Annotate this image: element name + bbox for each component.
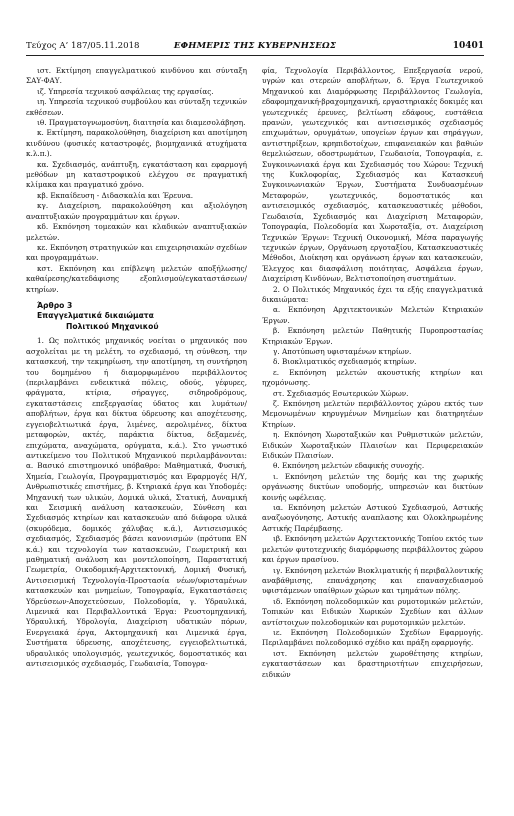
paragraph: 2. Ο Πολιτικός Μηχανικός έχει τα εξής επαγγελματικά δικαιώματα: xyxy=(262,284,483,304)
paragraph: 1. Ως πολιτικός μηχανικός νοείται ο μηχανικός που ασχολείται με τη μελέτη, το σχεδιασμό, τη σύνθεση, την κατασκευή, την τεκμηρίωση, την αποτίμηση, τη συντήρηση του δομημένου ή διαμορφωμένου περιβάλλοντος (περιλαμβάνει ενδεικτικά πόλεις, οδούς, γέφυρες, φράγματα, κτίρια, σήραγγες, σιδηροδρόμους, εγκαταστάσεις επεξεργασίας ύδατος και λυμάτων/αποβλήτων, έργα και δίκτυα ύδρευσης και αποχέτευσης, εγγειοβελτιωτικά έργα, λιμένες, αερολιμένες, δίκτυα μεταφορών, ακτές, παράκτια δίκτυα, δεξαμενές, επιχώματα, αναχώματα, ορύγματα, κ.ά.). Στο γνωστικό αντικείμενο του Πολιτικού Μηχανικού περιλαμβάνονται: α. Βασικό επιστημονικό υπόβαθρο: Μαθηματικά, Φυσική, Χημεία, Γεωλογία, Προγραμματισμός και Εφαρμογές Η/Υ, Ανθρωπιστικές επιστήμες, β. Κτηριακά έργα και Υποδομές: Μηχανική των υλικών, Δομικά υλικά, Στατική, Δυναμική και Σεισμική ανάλυση κατασκευών, Σύνθεση και Σχεδιασμός κτηρίων και κατασκευών από διάφορα υλικά (σκυρόδεμα, δομικός χάλυβας κ.ά.), Αντισεισμικός σχεδιασμός, Σχεδιασμός βάσει κανονισμών (πρότυπα ΕΝ κ.ά.) και τεχνολογία των κατασκευών, Γεωμετρική και μαθηματική ανάλυση και μοντελοποίηση, Παραστατική Γεωμετρία, Οικοδομική-Αρχιτεκτονική, Δομική Φυσική, Αντισεισμική Τεχνολογία-Προστασία νέων/υφισταμένων κατασκευών και μνημείων, Τοπογραφία, Εγκαταστάσεις Υδρεύσεων-Αποχετεύσεων, Πολεοδομία, γ. Υδραυλικά, Λιμενικά και Περιβαλλοντικά Έργα: Ρευστομηχανική, Υδραυλική, Υδρολογία, Διαχείριση υδατικών πόρων, Ενεργειακά έργα, Ακτομηχανική και Λιμενικά έργα, Συστήματα ύδρευσης, αποχέτευσης, εγγειοβελτιωτικά, υδραυλικός υπολογισμός, γεωτεχνικός, δομοστατικός και αντισεισμικός σχεδιασμός, Γεωδαισία, Τοπογρα- xyxy=(26,336,247,669)
article-heading xyxy=(26,301,247,333)
article-title: Επαγγελματικά δικαιώματα xyxy=(37,311,154,321)
header-rule xyxy=(26,55,484,56)
list-item: ιστ. Εκπόνηση μελετών χωροθέτησης κτηρίων, εγκαταστάσεων και δραστηριοτήτων επιχειρήσεων, ειδικών xyxy=(262,648,483,679)
list-item: κστ. Εκπόνηση και επίβλεψη μελετών αποξήλωσης/καθαίρεσης/κατεδάφισης εξοπλισμού/εγκαταστάσεων/κτηρίων. xyxy=(26,263,247,294)
list-item: δ. Βιοκλιματικός σχεδιασμός κτηρίων. xyxy=(273,357,417,367)
issue-number: Τεύχος Α’ 187/05.11.2018 xyxy=(26,41,140,51)
list-item: ια. Εκπόνηση μελετών Αστικού Σχεδιασμού, Αστικής αναζωογόνησης, Αστικής αναπλασης και Ολοκληρωμένης Αστικής Παρέμβασης. xyxy=(262,503,483,533)
article-number: Άρθρο 3 xyxy=(37,300,73,310)
list-item: ιθ. Πραγματογνωμοσύνη, διαιτησία και διαμεσολάβηση. xyxy=(37,118,246,128)
list-item: θ. Εκπόνηση μελετών εδαφικής συνοχής. xyxy=(273,461,425,471)
list-item: η. Εκπόνηση Χωροταξικών και Ρυθμιστικών μελετών, Ειδικών Χωροταξικών Πλαισίων και Περιφερειακών Ειδικών Πλαισίων. xyxy=(262,430,483,461)
list-item: ιγ. Εκπόνηση μελετών Βιοκλιματικής ή περιβαλλοντικής αναβάθμισης, επανάχρησης και επανασχεδιασμού υφιστάμενων υπαίθριων χώρων και τμημάτων πόλης. xyxy=(262,565,483,596)
list-item: κε. Εκπόνηση στρατηγικών και επιχειρησιακών σχεδίων και προγραμμάτων. xyxy=(26,242,247,263)
list-item: ι. Εκπόνηση μελετών της δομής και της χωρικής οργάνωσης δικτύων υποδομής, υπηρεσιών και δικτύων κοινής ωφέλειας. xyxy=(262,471,483,502)
list-item: ιζ. Υπηρεσία τεχνικού ασφάλειας της εργασίας. xyxy=(37,86,214,96)
list-item: β. Εκπόνηση μελετών Παθητικής Πυροπροστασίας Κτηριακών Έργων. xyxy=(262,326,483,346)
left-column xyxy=(26,66,247,669)
list-item: ιε. Εκπόνηση Πολεοδομικών Σχεδίων Εφαρμογής. Περιλαμβάνει πολεοδομικό σχέδιο και πράξη εφαρμογής. xyxy=(262,627,483,648)
journal-title: ΕΦΗΜΕΡΙΣ ΤΗΣ ΚΥΒΕΡΝΗΣΕΩΣ xyxy=(173,41,337,51)
list-item: κδ. Εκπόνηση τομεακών και κλαδικών αναπτυξιακών μελετών. xyxy=(26,222,247,242)
list-item: ιστ. Εκτίμηση επαγγελματικού κινδύνου και σύνταξη ΣΑΥ-ΦΑΥ. xyxy=(26,66,247,86)
list-item: κα. Σχεδιασμός, ανάπτυξη, εγκατάσταση και εφαρμογή μεθόδων μη καταστροφικού ελέγχου σε πραγματική κλίμακα και πραγματικό χρόνο. xyxy=(26,159,247,190)
list-item: α. Εκπόνηση Αρχιτεκτονικών Μελετών Κτηριακών Έργων. xyxy=(262,305,483,325)
list-item: ιβ. Εκπόνηση μελετών Αρχιτεκτονικής Τοπίου εκτός των μελετών φυτοτεχνικής διαμόρφωσης περιβάλλοντος χώρου και έργων πρασίνου. xyxy=(262,534,483,565)
list-item: κγ. Διαχείριση, παρακολούθηση και αξιολόγηση αναπτυξιακών προγραμμάτων και έργων. xyxy=(26,201,247,221)
list-item: ιδ. Εκπόνηση πολεοδομικών και ρυμοτομικών μελετών, Τοπικών και Ειδικών Χωρικών Σχεδίων και άλλων αντίστοιχων πολεοδομικών και ρυμοτομικών μελετών. xyxy=(262,596,483,627)
paragraph-continuation: φία, Τεχνολογία Περιβάλλοντος, Επεξεργασία νερού, υγρών και στερεών αποβλήτων, δ. Έργα Γεωτεχνικού Μηχανικού και Διαμόρφωσης Περιβάλλοντος Γεωλογία, εδαφομηχανική-βραχομηχανική, εργαστηριακές δοκιμές και γεωτεχνικές έρευνες, βελτίωση εδάφους, ευστάθεια πρανών, γεωτεχνικός και αντισεισμικός σχεδιασμός επιχωμάτων, ορυγμάτων, υπογείων έργων και σηράγγων, αντιστηρίξεων, κρηπιδοτοίχων, επιφανειακών και βαθιών θεμελιώσεων, οδοστρωμάτων, Γεωδαισία, Τοπογραφία, ε. Συγκοινωνιακά έργα και Σχεδιασμός του Χώρου: Τεχνική της Κυκλοφορίας, Σχεδιασμός και Κατασκευή Συγκοινωνιακών Έργων, Συστήματα Συνδυασμένων Μεταφορών, γεωτεχνικός, δομοστατικός και αντισεισμικός σχεδιασμός, κατασκευαστικές μέθοδοι, Γεωδαισία, Σχεδιασμός και Διαχείριση Μεταφορών, Τοπογραφία, Πολεοδομία και Χωροταξία, στ. Διαχείριση Τεχνικών Έργων: Τεχνική Οικονομική, Μέσα παραγωγής τεχνικών έργων, Οργάνωση εργοταξίου, Κατασκευαστικές Μέθοδοι, Διοίκηση και οργάνωση έργων και κατασκευών, Έλεγχος και διασφάλιση ποιότητας, Ασφάλεια έργων, Διαχείριση Κινδύνων, Βελτιστοποίηση συστημάτων. xyxy=(262,66,483,284)
list-item: γ. Αποτύπωση υφισταμένων κτηρίων. xyxy=(273,346,412,356)
page-number: 10401 xyxy=(452,41,484,51)
page-header xyxy=(26,40,484,52)
right-column xyxy=(262,66,483,680)
list-item: ζ. Εκπόνηση μελετών περιβάλλοντος χώρου εκτός των Μεμονωμένων κηρυγμένων Μνημείων και διατηρητέων Κτηρίων. xyxy=(262,399,483,429)
list-item: ε. Εκπόνηση μελετών ακουστικής κτηρίων και ηχομόνωσης. xyxy=(262,367,483,388)
list-item: κβ. Εκπαίδευση - Διδασκαλία και Έρευνα. xyxy=(37,190,194,200)
list-item: ιη. Υπηρεσία τεχνικού συμβούλου και σύνταξη τεχνικών εκθέσεων. xyxy=(26,97,247,117)
list-item: στ. Σχεδιασμός Εσωτερικών Χώρων. xyxy=(273,388,409,398)
list-item: κ. Εκτίμηση, παρακολούθηση, διαχείριση και αποτίμηση κινδύνου (φυσικές καταστροφές, βιομηχανικά ατυχήματα κ.λ.π.). xyxy=(26,128,247,159)
article-subtitle: Πολιτικού Μηχανικού xyxy=(66,321,159,331)
